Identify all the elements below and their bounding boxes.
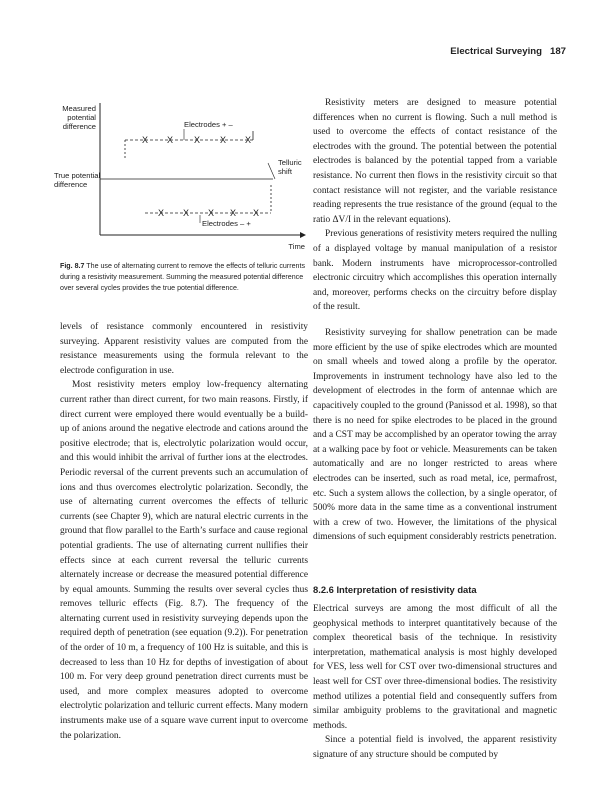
section-heading: 8.2.6 Interpretation of resistivity data xyxy=(313,584,477,595)
left-column xyxy=(60,320,308,743)
paragraph: Resistivity meters are designed to measure potential differences when no current is flowing. Such a null method is used to overcome the effects of contact resistance of the electrodes with the ground. The potential between the potential electrodes is balanced by the potential tapped from a variable resistance. No current then flows in the resistivity circuit so that contact resistance will not register, and the variable resistance reading represents the true resistance of the ground (equal to the ratio ΔV/I in the relevant equations). xyxy=(313,98,557,225)
svg-text:X: X xyxy=(141,135,149,145)
label-electrodes-top: Electrodes + – xyxy=(184,120,233,129)
paragraph: levels of resistance commonly encountered in resistivity surveying. Apparent resistivity values are computed from the resistance measurements using the formula relevant to the electrode configuration in use. xyxy=(60,322,308,376)
paragraph: Most resistivity meters employ low-frequency alternating current rather than direct current, for two main reasons. Firstly, if direct current were employed there would eventually be a build-up of anions around the negative electrode and cations around the positive electrode; that is, electrolytic polarization would occur, and this would inhibit the arrival of further ions at the electrodes. Periodic reversal of the current prevents such an accumulation of ions and thus overcomes electrolytic polarization. Secondly, the use of alternating current overcomes the effects of telluric currents (see Chapter 9), which are natural electric currents in the ground that flow parallel to the Earth’s surface and cause regional potential gradients. The use of alternating current nullifies their effects since at each current reversal the telluric currents alternately increase or decrease the measured potential difference by equal amounts. Summing the results over several cycles thus removes telluric effects (Fig. 8.7). The frequency of the alternating current used in resistivity surveying depends upon the required depth of penetration (see equation (9.2)). For penetration of the order of 10 m, a frequency of 100 Hz is suitable, and this is decreased to less than 10 Hz for depths of investigation of about 100 m. For very deep ground penetration direct currents must be used, and more complex measures adopted to overcome electrolytic polarization and telluric current effects. Many modern instruments make use of a square wave current input to overcome the polarization. xyxy=(60,380,308,741)
svg-text:X: X xyxy=(244,135,252,145)
right-column-mid xyxy=(313,326,557,545)
figure-caption xyxy=(60,261,310,294)
svg-text:X: X xyxy=(207,208,215,218)
paragraph: Electrical surveys are among the most difficult of all the geophysical methods to interpret quantitatively because of the complex theoretical basis of the technique. In resistivity interpretation, mathematical analysis is most highly developed for VES, less well for CST over two-dimensional structures and least well for CST over three-dimensional bodies. The resistivity method utilizes a potential field and consequently suffers from similar ambiguity problems to the gravitational and magnetic methods. xyxy=(313,604,557,731)
paragraph: Since a potential field is involved, the apparent resistivity signature of any structure should be computed by xyxy=(313,735,557,760)
page-number: 187 xyxy=(549,46,566,57)
figure-8-7 xyxy=(53,95,308,255)
label-true-potential: True potential difference xyxy=(54,171,101,189)
telluric-shift-bracket xyxy=(268,163,275,179)
caption-figure-number: Fig. 8.7 xyxy=(60,262,85,270)
svg-text:X: X xyxy=(229,208,237,218)
svg-text:X: X xyxy=(157,208,165,218)
svg-text:X: X xyxy=(193,135,201,145)
running-title: Electrical Surveying xyxy=(450,46,542,57)
svg-text:X: X xyxy=(166,135,174,145)
time-axis-arrow xyxy=(300,232,306,238)
svg-text:X: X xyxy=(252,208,260,218)
lower-x-markers xyxy=(158,208,259,218)
caption-text: The use of alternating current to remove the effects of telluric currents during a resistivity measurement. Summing the measured potential difference over several cycles provides the true potential difference. xyxy=(60,262,305,292)
svg-text:X: X xyxy=(219,135,227,145)
paragraph: Resistivity surveying for shallow penetration can be made more efficient by the use of spike electrodes which are mounted on small wheels and towed along a profile by the operator. Improvements in instrument technology have also led to the development of electrodes in the form of antennae which are capacitively coupled to the ground (Panissod et al. 1998), so that there is no need for spike electrodes to be placed in the ground and a CST may be accomplished by an operator towing the array at a walking pace by foot or vehicle. Measurements can be taken automatically and are no longer restricted to areas where electrodes can be inserted, such as road metal, ice, permafrost, etc. Such a system allows the collection, by a single operator, of 500% more data in the same time as a conventional instrument with a crew of two. However, the limitations of the physical dimensions of such equipment considerably restricts penetration. xyxy=(313,328,557,543)
right-column-top xyxy=(313,96,557,315)
upper-x-markers xyxy=(142,135,251,145)
running-header xyxy=(450,46,566,57)
label-time: Time xyxy=(288,242,305,251)
label-electrodes-bottom: Electrodes – + xyxy=(202,219,251,228)
label-telluric-shift: Telluric shift xyxy=(278,158,302,176)
label-measured: Measured potential difference xyxy=(62,104,96,131)
paragraph: Previous generations of resistivity meters required the nulling of a displayed voltage by manual manipulation of a resistor bank. Modern instruments have microprocessor-controlled electronic circuitry which accomplishes this operation internally and, moreover, performs checks on the circuitry before display of the result. xyxy=(313,229,557,313)
right-column-bottom xyxy=(313,602,557,763)
svg-text:X: X xyxy=(182,208,190,218)
